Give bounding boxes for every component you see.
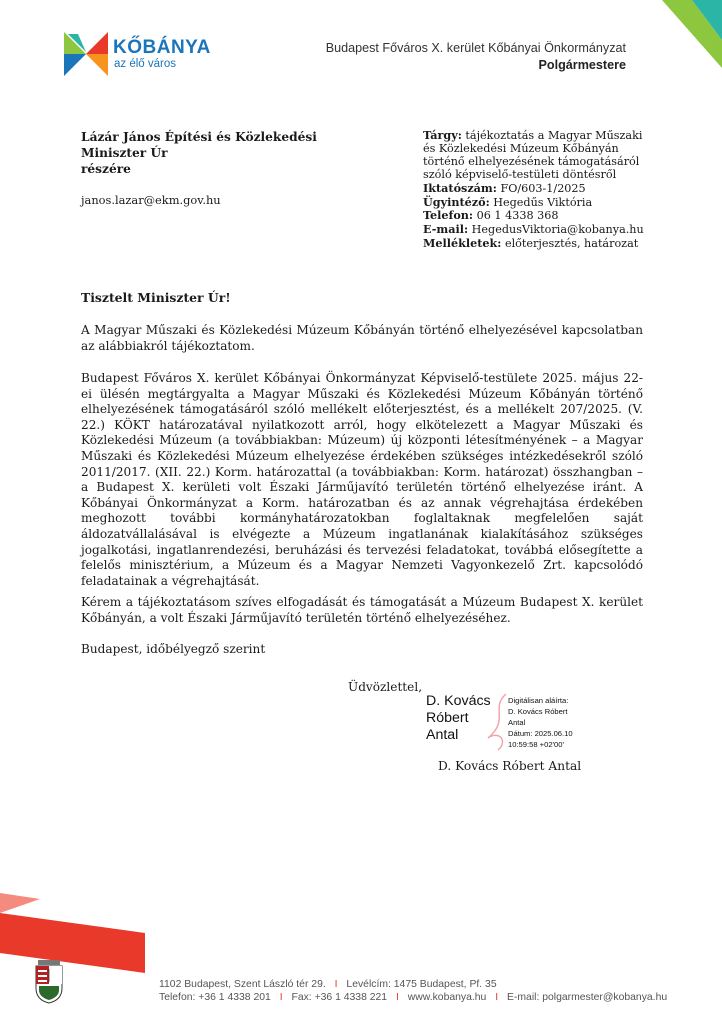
footer-separator: I bbox=[279, 992, 283, 1003]
subject-line4: szóló képviselő-testületi döntésről bbox=[423, 167, 617, 181]
corner-ribbon-bottom bbox=[0, 893, 145, 1024]
salutation: Tisztelt Miniszter Úr! bbox=[81, 290, 231, 305]
digital-line1: Digitálisan aláírta: bbox=[508, 696, 569, 705]
footer-line2 bbox=[159, 992, 667, 1003]
meta-block bbox=[423, 129, 644, 251]
digital-line3: Antal bbox=[508, 718, 526, 727]
attachments-label: Mellékletek: bbox=[423, 236, 502, 251]
logo-tagline: az élő város bbox=[114, 58, 177, 70]
digital-line4: Dátum: 2025.06.10 bbox=[508, 729, 573, 738]
paragraph-1: A Magyar Műszaki és Közlekedési Múzeum Kőbányán történő elhelyezésével kapcsolatban az alábbiakról tájékoztatom. bbox=[81, 323, 643, 353]
signature-line2: Róbert bbox=[426, 710, 469, 726]
footer-separator: I bbox=[395, 992, 399, 1003]
subject-line2: és Közlekedési Múzeum Kőbányán bbox=[423, 141, 619, 155]
digital-line5: 10:59:58 +02'00' bbox=[508, 740, 564, 749]
office-subtitle: Polgármestere bbox=[538, 58, 626, 72]
footer-postal: Levélcím: 1475 Budapest, Pf. 35 bbox=[346, 979, 497, 990]
subject-line3: történő elhelyezésének támogatásáról bbox=[423, 154, 640, 168]
handler-value: Hegedűs Viktória bbox=[493, 195, 593, 209]
footer-fax: Fax: +36 1 4338 221 bbox=[291, 992, 388, 1003]
signature-line1: D. Kovács bbox=[426, 693, 491, 709]
footer-email-link[interactable]: E-mail: polgarmester@kobanya.hu bbox=[507, 992, 668, 1003]
recipient-name-line2: Miniszter Úr bbox=[81, 146, 168, 160]
footer-phone: Telefon: +36 1 4338 201 bbox=[159, 992, 271, 1003]
recipient-email: janos.lazar@ekm.gov.hu bbox=[81, 193, 221, 207]
signer-name: D. Kovács Róbert Antal bbox=[438, 759, 582, 773]
place-date: Budapest, időbélyegző szerint bbox=[81, 642, 266, 656]
paragraph-3: Kérem a tájékoztatásom szíves elfogadását és támogatását a Múzeum Budapest X. kerület Kőbányán, a volt Északi Járműjavító területén történő elhelyezéséhez. bbox=[81, 595, 643, 625]
office-title: Budapest Főváros X. kerület Kőbányai Önkormányzat bbox=[325, 41, 626, 55]
footer-address: 1102 Budapest, Szent László tér 29. bbox=[159, 979, 326, 990]
digital-line2: D. Kovács Róbert bbox=[508, 707, 568, 716]
email-value: HegedusViktoria@kobanya.hu bbox=[471, 223, 644, 237]
email-label: E-mail: bbox=[423, 222, 469, 237]
recipient-name-line1: Lázár János Építési és Közlekedési bbox=[81, 130, 317, 144]
signature-line3: Antal bbox=[426, 727, 459, 743]
logo-wordmark: KŐBÁNYA bbox=[113, 37, 211, 58]
phone-value: 06 1 4338 368 bbox=[476, 209, 559, 223]
subject-label: Tárgy: bbox=[423, 128, 462, 142]
footer-separator: I bbox=[334, 979, 338, 990]
attachments-value: előterjesztés, határozat bbox=[504, 237, 639, 251]
phone-label: Telefon: bbox=[423, 208, 474, 223]
recipient-name-line3: részére bbox=[81, 162, 131, 176]
subject-line1: tájékoztatás a Magyar Műszaki bbox=[465, 129, 643, 142]
footer-website-link[interactable]: www.kobanya.hu bbox=[407, 992, 487, 1003]
kobanya-logo-icon bbox=[64, 32, 108, 76]
footer-line1 bbox=[159, 979, 497, 990]
handler-label: Ügyintéző: bbox=[423, 194, 490, 209]
ribbon-pink bbox=[0, 893, 40, 913]
digital-signature-info bbox=[508, 695, 573, 750]
reference-value: FO/603-1/2025 bbox=[500, 181, 586, 195]
footer-separator: I bbox=[495, 992, 499, 1003]
coat-of-arms-icon bbox=[34, 960, 64, 1004]
corner-ribbon-top bbox=[640, 0, 722, 80]
reference-label: Iktatószám: bbox=[423, 180, 497, 195]
paragraph-2: Budapest Főváros X. kerület Kőbányai Önkormányzat Képviselő-testülete 2025. május 22-ei ülésén megtárgyalta a Magyar Műszaki és Közlekedési Múzeum Kőbányán történő elhelyezésének támogatásáról szóló mellékelt előterjesztést, és a mellékelt 207/2025. (V. 22.) KÖKT határozatával nyilatkozott arról, hogy elkötelezett a Magyar Műszaki és Közlekedési Múzeum (a továbbiakban: Múzeum) új központi létesítményének – a Magyar Műszaki és Közlekedési Múzeum elhelyezése érdekében szükséges intézkedésekről szóló 2011/2017. (XII. 22.) Korm. határozattal (a továbbiakban: Korm. határozat) összhangban – a Budapest X. kerületi volt Északi Járműjavító területén történő elhelyezése iránt. A Kőbányai Önkormányzat a Korm. határozatban és az annak végrehajtása érdekében meghozott további kormányhatározatokban foglaltaknak megfelelően saját áldozatvállalásával is elvégezte a Múzeum ingatlanának kialakításához szükséges jogalkotási, ingatlanrendezési, beruházási és tervezési feladatokat, továbbá elősegítette a felelős minisztérium, a Múzeum és a Magyar Nemzeti Vagyonkezelő Zrt. kapcsolódó feladatainak a végrehajtását. bbox=[81, 371, 643, 588]
ribbon-red bbox=[0, 913, 145, 973]
closing: Üdvözlettel, bbox=[348, 680, 423, 694]
recipient-block bbox=[81, 129, 317, 177]
